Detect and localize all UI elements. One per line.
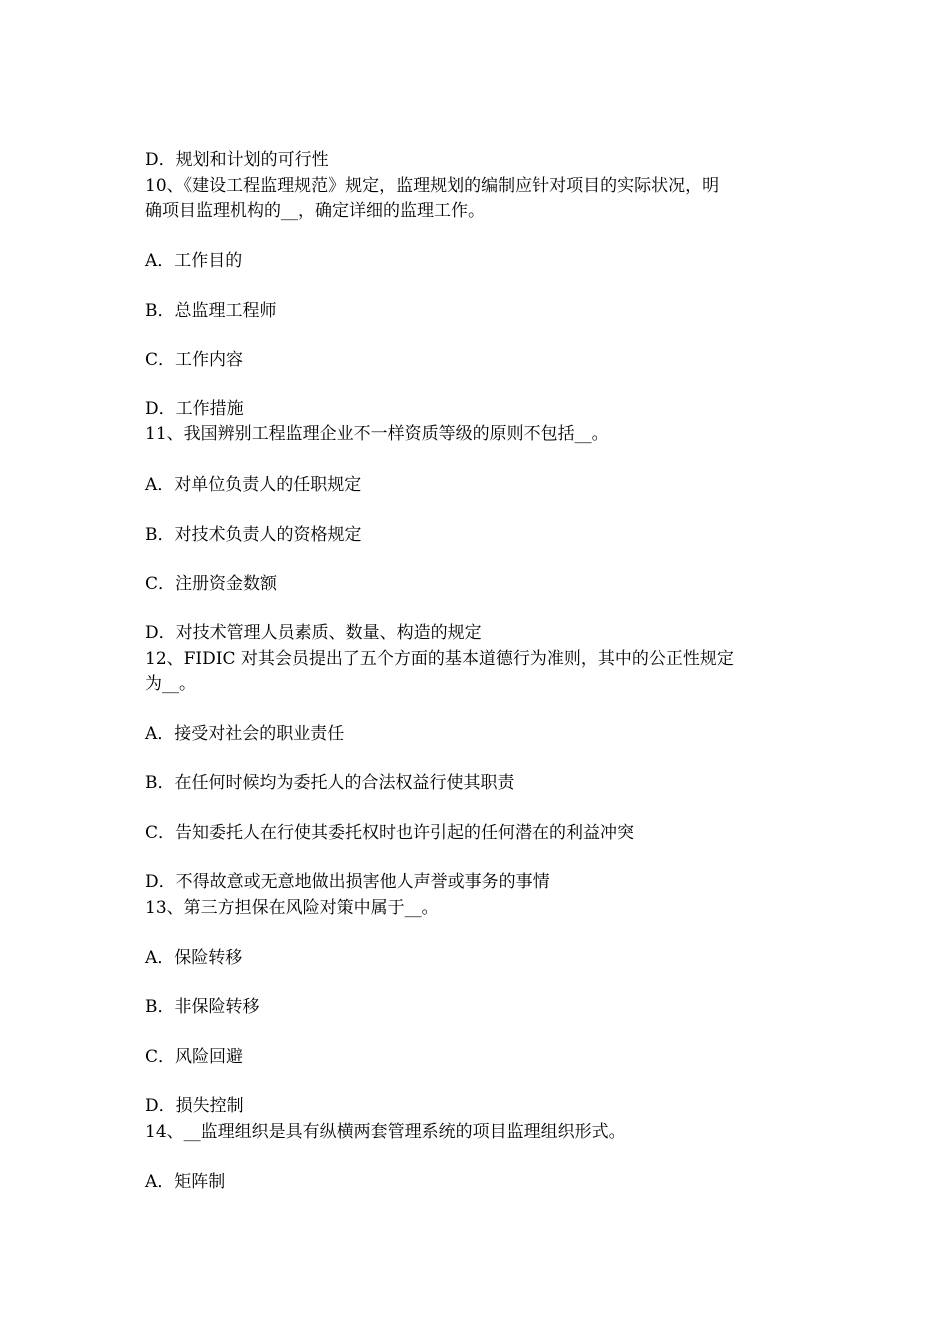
option-d-q9: D．规划和计划的可行性 xyxy=(145,150,329,170)
question-12-text-cont: 为__。 xyxy=(145,674,196,694)
question-14-text: 14、__监理组织是具有纵横两套管理系统的项目监理组织形式。 xyxy=(145,1122,626,1142)
question-10-text: 10、《建设工程监理规范》规定，监理规划的编制应针对项目的实际状况，明 xyxy=(145,176,720,196)
option-b-q11: B．对技术负责人的资格规定 xyxy=(145,525,362,545)
option-c-q13: C．风险回避 xyxy=(145,1047,244,1067)
option-a-q13: A．保险转移 xyxy=(145,948,243,968)
option-d-q11: D．对技术管理人员素质、数量、构造的规定 xyxy=(145,623,482,643)
option-c-q12: C．告知委托人在行使其委托权时也许引起的任何潜在的利益冲突 xyxy=(145,823,635,843)
option-b-q10: B．总监理工程师 xyxy=(145,301,277,321)
option-b-q12: B．在任何时候均为委托人的合法权益行使其职责 xyxy=(145,773,515,793)
option-d-q10: D．工作措施 xyxy=(145,399,244,419)
question-10-text-cont: 确项目监理机构的__，确定详细的监理工作。 xyxy=(145,201,485,221)
option-d-q13: D．损失控制 xyxy=(145,1096,244,1116)
option-a-q14: A．矩阵制 xyxy=(145,1172,226,1192)
option-a-q10: A．工作目的 xyxy=(145,251,243,271)
option-b-q13: B．非保险转移 xyxy=(145,997,260,1017)
option-a-q11: A．对单位负责人的任职规定 xyxy=(145,475,362,495)
question-12-text: 12、FIDIC 对其会员提出了五个方面的基本道德行为准则，其中的公正性规定 xyxy=(145,649,734,669)
question-13-text: 13、第三方担保在风险对策中属于__。 xyxy=(145,898,439,918)
option-c-q11: C．注册资金数额 xyxy=(145,574,278,594)
question-11-text: 11、我国辨别工程监理企业不一样资质等级的原则不包括__。 xyxy=(145,424,609,444)
option-d-q12: D．不得故意或无意地做出损害他人声誉或事务的事情 xyxy=(145,872,550,892)
option-c-q10: C．工作内容 xyxy=(145,350,244,370)
option-a-q12: A．接受对社会的职业责任 xyxy=(145,724,345,744)
